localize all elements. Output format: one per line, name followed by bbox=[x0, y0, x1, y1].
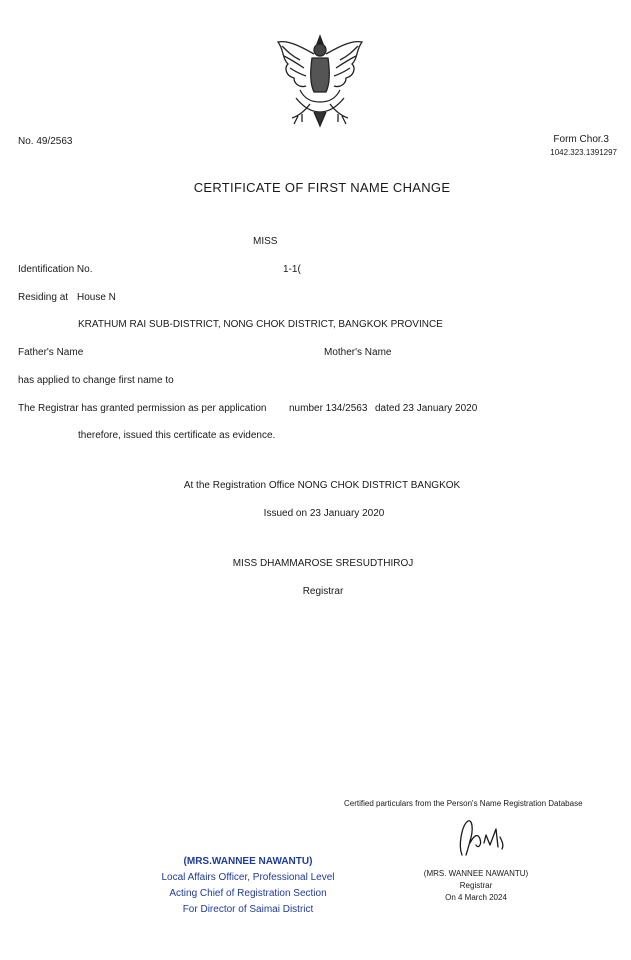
residing-label: Residing at bbox=[18, 292, 69, 303]
granted-text: The Registrar has granted permission as per application bbox=[18, 403, 267, 414]
id-label: Identification No. bbox=[18, 264, 93, 275]
signature-icon bbox=[452, 815, 512, 863]
issued-date: Issued on 23 January 2020 bbox=[263, 508, 385, 519]
form-name: Form Chor.3 bbox=[553, 134, 609, 145]
certifier-name: (MRS. WANNEE NAWANTU) bbox=[423, 869, 529, 878]
registrar-title: Registrar bbox=[302, 586, 344, 597]
page-title: CERTIFICATE OF FIRST NAME CHANGE bbox=[193, 180, 451, 195]
evidence-text: therefore, issued this certificate as evidence. bbox=[78, 430, 276, 441]
stamp-position: Local Affairs Officer, Professional Level bbox=[161, 872, 335, 883]
stamp-section: Acting Chief of Registration Section bbox=[169, 888, 327, 899]
address-line: KRATHUM RAI SUB-DISTRICT, NONG CHOK DISTRICT, BANGKOK PROVINCE bbox=[78, 319, 443, 330]
stamp-name: (MRS.WANNEE NAWANTU) bbox=[183, 856, 313, 867]
house-label: House N bbox=[77, 292, 116, 303]
name-prefix: MISS bbox=[253, 236, 278, 247]
registrar-name: MISS DHAMMAROSE SRESUDTHIROJ bbox=[232, 558, 414, 569]
garuda-emblem-icon bbox=[270, 32, 370, 128]
certification-date: On 4 March 2024 bbox=[445, 893, 507, 902]
application-number: number 134/2563 bbox=[289, 403, 368, 414]
father-label: Father's Name bbox=[18, 347, 84, 358]
id-value: 1-1( bbox=[283, 264, 301, 275]
applied-text: has applied to change first name to bbox=[18, 375, 174, 386]
mother-label: Mother's Name bbox=[324, 347, 392, 358]
certification-header: Certified particulars from the Person's Name Registration Database bbox=[344, 799, 583, 808]
official-stamp bbox=[161, 854, 334, 918]
application-date: dated 23 January 2020 bbox=[375, 403, 478, 414]
document-number: No. 49/2563 bbox=[18, 136, 73, 147]
office-text: At the Registration Office NONG CHOK DISTRICT BANGKOK bbox=[183, 480, 461, 491]
form-code: 1042.323.1391297 bbox=[550, 148, 617, 157]
certifier-title: Registrar bbox=[459, 881, 493, 890]
stamp-district: For Director of Saimai District bbox=[182, 904, 314, 915]
